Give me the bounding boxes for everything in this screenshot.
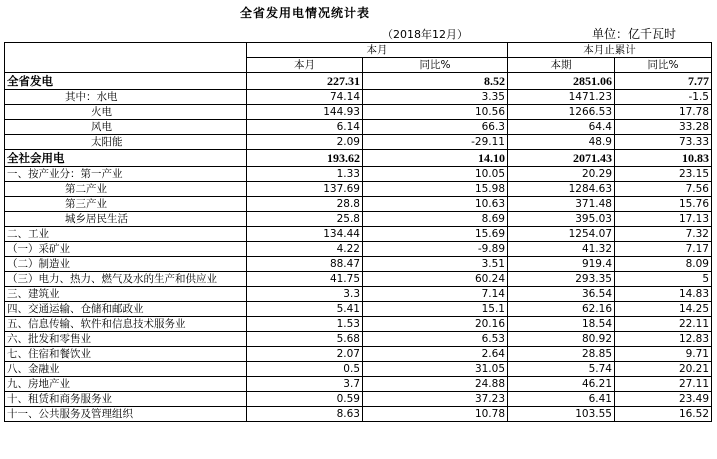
cell-cumulative-yoy: -1.5 bbox=[615, 90, 712, 105]
cell-month-value: 2.07 bbox=[247, 347, 363, 362]
cell-month-yoy: 7.14 bbox=[363, 287, 508, 302]
table-row bbox=[5, 347, 712, 362]
row-label: 第三产业 bbox=[5, 197, 247, 212]
cell-cumulative-yoy: 14.83 bbox=[615, 287, 712, 302]
cell-cumulative-yoy: 16.52 bbox=[615, 407, 712, 422]
cell-month-value: 137.69 bbox=[247, 182, 363, 197]
cell-cumulative-yoy: 23.15 bbox=[615, 167, 712, 182]
table-row bbox=[5, 392, 712, 407]
row-label: 全社会用电 bbox=[5, 150, 247, 167]
cell-cumulative-value: 48.9 bbox=[508, 135, 615, 150]
cell-cumulative-value: 28.85 bbox=[508, 347, 615, 362]
cell-cumulative-value: 103.55 bbox=[508, 407, 615, 422]
cell-cumulative-value: 1471.23 bbox=[508, 90, 615, 105]
row-label: 其中：水电 bbox=[5, 90, 247, 105]
cell-month-yoy: 10.05 bbox=[363, 167, 508, 182]
cell-cumulative-value: 1254.07 bbox=[508, 227, 615, 242]
cell-cumulative-yoy: 12.83 bbox=[615, 332, 712, 347]
header-group-cumulative: 本月止累计 bbox=[508, 43, 712, 58]
cell-cumulative-value: 20.29 bbox=[508, 167, 615, 182]
cell-month-value: 4.22 bbox=[247, 242, 363, 257]
cell-cumulative-value: 293.35 bbox=[508, 272, 615, 287]
period-label: （2018年12月） bbox=[382, 28, 468, 41]
cell-month-yoy: 3.51 bbox=[363, 257, 508, 272]
cell-month-value: 193.62 bbox=[247, 150, 363, 167]
cell-month-yoy: 6.53 bbox=[363, 332, 508, 347]
row-label: 五、信息传输、软件和信息技术服务业 bbox=[5, 317, 247, 332]
cell-cumulative-value: 1266.53 bbox=[508, 105, 615, 120]
table-row bbox=[5, 227, 712, 242]
cell-month-yoy: 10.78 bbox=[363, 407, 508, 422]
table-row bbox=[5, 105, 712, 120]
cell-month-yoy: 15.98 bbox=[363, 182, 508, 197]
cell-cumulative-yoy: 10.83 bbox=[615, 150, 712, 167]
cell-cumulative-yoy: 73.33 bbox=[615, 135, 712, 150]
cell-cumulative-yoy: 9.71 bbox=[615, 347, 712, 362]
cell-cumulative-yoy: 8.09 bbox=[615, 257, 712, 272]
table-row bbox=[5, 90, 712, 105]
cell-month-yoy: 2.64 bbox=[363, 347, 508, 362]
cell-month-yoy: 8.52 bbox=[363, 73, 508, 90]
cell-month-yoy: 66.3 bbox=[363, 120, 508, 135]
cell-month-yoy: 15.69 bbox=[363, 227, 508, 242]
table-row bbox=[5, 287, 712, 302]
cell-month-yoy: 15.1 bbox=[363, 302, 508, 317]
cell-cumulative-value: 395.03 bbox=[508, 212, 615, 227]
cell-cumulative-value: 371.48 bbox=[508, 197, 615, 212]
cell-cumulative-yoy: 15.76 bbox=[615, 197, 712, 212]
cell-month-value: 8.63 bbox=[247, 407, 363, 422]
cell-cumulative-value: 2071.43 bbox=[508, 150, 615, 167]
row-label: 风电 bbox=[5, 120, 247, 135]
table-row bbox=[5, 212, 712, 227]
cell-cumulative-yoy: 5 bbox=[615, 272, 712, 287]
cell-month-value: 2.09 bbox=[247, 135, 363, 150]
row-label: 一、按产业分：第一产业 bbox=[5, 167, 247, 182]
cell-month-value: 5.68 bbox=[247, 332, 363, 347]
cell-month-yoy: -29.11 bbox=[363, 135, 508, 150]
cell-cumulative-value: 1284.63 bbox=[508, 182, 615, 197]
table-row bbox=[5, 120, 712, 135]
table-row bbox=[5, 272, 712, 287]
row-label: 三、建筑业 bbox=[5, 287, 247, 302]
cell-cumulative-yoy: 14.25 bbox=[615, 302, 712, 317]
cell-month-value: 74.14 bbox=[247, 90, 363, 105]
row-label: （一）采矿业 bbox=[5, 242, 247, 257]
cell-cumulative-yoy: 33.28 bbox=[615, 120, 712, 135]
row-label: 四、交通运输、仓储和邮政业 bbox=[5, 302, 247, 317]
cell-month-value: 41.75 bbox=[247, 272, 363, 287]
cell-month-yoy: 10.63 bbox=[363, 197, 508, 212]
row-label: 六、批发和零售业 bbox=[5, 332, 247, 347]
header-yoy-cumulative: 同比% bbox=[615, 58, 712, 73]
cell-month-value: 1.53 bbox=[247, 317, 363, 332]
cell-month-value: 144.93 bbox=[247, 105, 363, 120]
cell-cumulative-yoy: 17.13 bbox=[615, 212, 712, 227]
cell-month-value: 28.8 bbox=[247, 197, 363, 212]
header-month: 本月 bbox=[247, 58, 363, 73]
cell-cumulative-value: 36.54 bbox=[508, 287, 615, 302]
cell-cumulative-value: 46.21 bbox=[508, 377, 615, 392]
table-row bbox=[5, 407, 712, 422]
cell-month-yoy: 60.24 bbox=[363, 272, 508, 287]
cell-cumulative-value: 62.16 bbox=[508, 302, 615, 317]
table-row bbox=[5, 73, 712, 90]
statistics-table bbox=[4, 42, 712, 422]
cell-cumulative-yoy: 7.56 bbox=[615, 182, 712, 197]
cell-cumulative-value: 6.41 bbox=[508, 392, 615, 407]
cell-month-yoy: 24.88 bbox=[363, 377, 508, 392]
table-row bbox=[5, 332, 712, 347]
cell-cumulative-value: 5.74 bbox=[508, 362, 615, 377]
cell-cumulative-yoy: 17.78 bbox=[615, 105, 712, 120]
unit-label: 单位：亿千瓦时 bbox=[592, 27, 677, 41]
table-row bbox=[5, 135, 712, 150]
cell-month-value: 227.31 bbox=[247, 73, 363, 90]
table-row bbox=[5, 167, 712, 182]
cell-month-yoy: -9.89 bbox=[363, 242, 508, 257]
row-label: 十、租赁和商务服务业 bbox=[5, 392, 247, 407]
cell-cumulative-yoy: 7.77 bbox=[615, 73, 712, 90]
table-row bbox=[5, 302, 712, 317]
cell-cumulative-yoy: 7.17 bbox=[615, 242, 712, 257]
table-row bbox=[5, 197, 712, 212]
header-yoy-month: 同比% bbox=[363, 58, 508, 73]
row-label: 城乡居民生活 bbox=[5, 212, 247, 227]
cell-month-yoy: 14.10 bbox=[363, 150, 508, 167]
cell-cumulative-value: 919.4 bbox=[508, 257, 615, 272]
cell-cumulative-value: 64.4 bbox=[508, 120, 615, 135]
cell-month-yoy: 37.23 bbox=[363, 392, 508, 407]
cell-month-yoy: 20.16 bbox=[363, 317, 508, 332]
row-label: （二）制造业 bbox=[5, 257, 247, 272]
cell-cumulative-value: 41.32 bbox=[508, 242, 615, 257]
cell-month-yoy: 3.35 bbox=[363, 90, 508, 105]
cell-month-value: 88.47 bbox=[247, 257, 363, 272]
cell-month-value: 0.59 bbox=[247, 392, 363, 407]
header-period: 本期 bbox=[508, 58, 615, 73]
cell-cumulative-value: 18.54 bbox=[508, 317, 615, 332]
table-row bbox=[5, 150, 712, 167]
cell-month-yoy: 31.05 bbox=[363, 362, 508, 377]
cell-cumulative-yoy: 20.21 bbox=[615, 362, 712, 377]
table-row bbox=[5, 377, 712, 392]
table-title: 全省发用电情况统计表 bbox=[239, 6, 370, 20]
cell-month-value: 3.7 bbox=[247, 377, 363, 392]
cell-month-value: 5.41 bbox=[247, 302, 363, 317]
cell-month-value: 3.3 bbox=[247, 287, 363, 302]
cell-cumulative-yoy: 27.11 bbox=[615, 377, 712, 392]
row-label: 二、工业 bbox=[5, 227, 247, 242]
table-row bbox=[5, 182, 712, 197]
cell-month-value: 1.33 bbox=[247, 167, 363, 182]
table-row bbox=[5, 257, 712, 272]
table-row bbox=[5, 317, 712, 332]
cell-month-value: 0.5 bbox=[247, 362, 363, 377]
cell-cumulative-yoy: 7.32 bbox=[615, 227, 712, 242]
row-label: 八、金融业 bbox=[5, 362, 247, 377]
table-row bbox=[5, 362, 712, 377]
cell-cumulative-yoy: 23.49 bbox=[615, 392, 712, 407]
row-label: 全省发电 bbox=[5, 73, 247, 90]
table-row bbox=[5, 242, 712, 257]
cell-month-value: 25.8 bbox=[247, 212, 363, 227]
row-label: 九、房地产业 bbox=[5, 377, 247, 392]
row-label: （三）电力、热力、燃气及水的生产和供应业 bbox=[5, 272, 247, 287]
cell-month-yoy: 10.56 bbox=[363, 105, 508, 120]
row-label: 第二产业 bbox=[5, 182, 247, 197]
cell-month-value: 134.44 bbox=[247, 227, 363, 242]
cell-cumulative-yoy: 22.11 bbox=[615, 317, 712, 332]
cell-month-value: 6.14 bbox=[247, 120, 363, 135]
header-blank bbox=[5, 43, 247, 73]
cell-month-yoy: 8.69 bbox=[363, 212, 508, 227]
row-label: 七、住宿和餐饮业 bbox=[5, 347, 247, 362]
header-group-month: 本月 bbox=[247, 43, 508, 58]
row-label: 太阳能 bbox=[5, 135, 247, 150]
row-label: 十一、公共服务及管理组织 bbox=[5, 407, 247, 422]
cell-cumulative-value: 80.92 bbox=[508, 332, 615, 347]
row-label: 火电 bbox=[5, 105, 247, 120]
cell-cumulative-value: 2851.06 bbox=[508, 73, 615, 90]
